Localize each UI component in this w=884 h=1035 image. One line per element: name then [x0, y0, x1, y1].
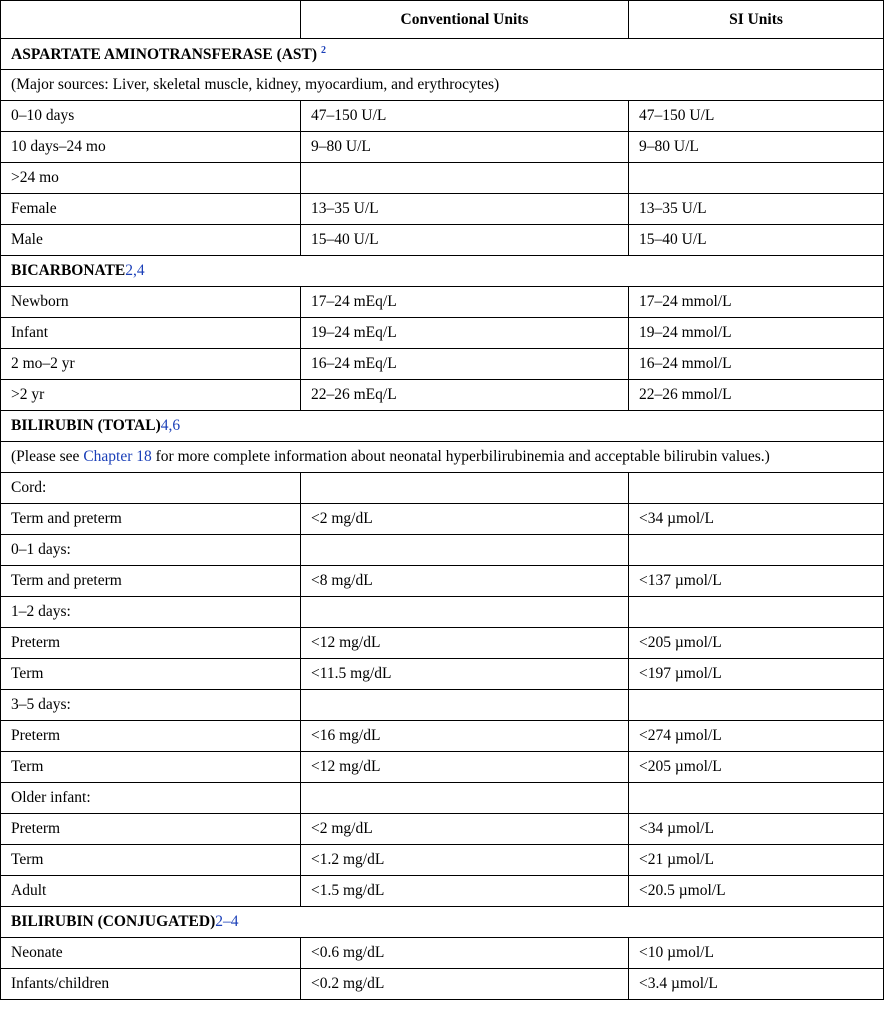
row-label: 0–10 days: [1, 101, 301, 132]
section-title: BILIRUBIN (CONJUGATED): [11, 913, 216, 930]
section-bilirubin-total-note: [1, 442, 884, 473]
conventional-value: <2 mg/dL: [301, 814, 629, 845]
note-text: for more complete information about neonatal hyperbilirubinemia and acceptable bilirubin values.): [151, 448, 770, 465]
si-value: <34 µmol/L: [629, 504, 884, 535]
si-value: <197 µmol/L: [629, 659, 884, 690]
header-conventional-units: Conventional Units: [301, 1, 629, 39]
reference-link[interactable]: 4: [136, 262, 145, 279]
row-label: 2 mo–2 yr: [1, 349, 301, 380]
table-row: [1, 194, 884, 225]
si-value: [629, 163, 884, 194]
row-label: Term: [1, 752, 301, 783]
si-value: 15–40 U/L: [629, 225, 884, 256]
conventional-value: <8 mg/dL: [301, 566, 629, 597]
table-row: [1, 814, 884, 845]
table-row: [1, 566, 884, 597]
header-blank: [1, 1, 301, 39]
conventional-value: 22–26 mEq/L: [301, 380, 629, 411]
table-row: [1, 938, 884, 969]
reference-separator: –: [223, 913, 231, 930]
conventional-value: [301, 597, 629, 628]
si-value: [629, 690, 884, 721]
si-value: <205 µmol/L: [629, 752, 884, 783]
table-row: [1, 318, 884, 349]
table-row: [1, 535, 884, 566]
conventional-value: <12 mg/dL: [301, 752, 629, 783]
conventional-value: [301, 535, 629, 566]
row-label: 10 days–24 mo: [1, 132, 301, 163]
reference-link[interactable]: 4: [160, 417, 169, 434]
si-value: <20.5 µmol/L: [629, 876, 884, 907]
si-value: <10 µmol/L: [629, 938, 884, 969]
row-label: Term and preterm: [1, 504, 301, 535]
reference-link[interactable]: 4: [230, 913, 239, 930]
si-value: 13–35 U/L: [629, 194, 884, 225]
section-ast-note: [1, 70, 884, 101]
section-title: BILIRUBIN (TOTAL): [11, 417, 161, 434]
row-label: 1–2 days:: [1, 597, 301, 628]
table-row: [1, 752, 884, 783]
conventional-value: 47–150 U/L: [301, 101, 629, 132]
conventional-value: [301, 690, 629, 721]
row-label: >2 yr: [1, 380, 301, 411]
row-label: Preterm: [1, 721, 301, 752]
table-row: [1, 690, 884, 721]
chapter-link[interactable]: Chapter 18: [83, 448, 152, 465]
conventional-value: 13–35 U/L: [301, 194, 629, 225]
row-label: Newborn: [1, 287, 301, 318]
conventional-value: [301, 473, 629, 504]
si-value: <274 µmol/L: [629, 721, 884, 752]
conventional-value: <11.5 mg/dL: [301, 659, 629, 690]
si-value: 16–24 mmol/L: [629, 349, 884, 380]
row-label: Term: [1, 659, 301, 690]
si-value: <205 µmol/L: [629, 628, 884, 659]
section-note: (Major sources: Liver, skeletal muscle, kidney, myocardium, and erythrocytes): [1, 70, 884, 101]
conventional-value: 19–24 mEq/L: [301, 318, 629, 349]
conventional-value: <0.6 mg/dL: [301, 938, 629, 969]
si-value: <34 µmol/L: [629, 814, 884, 845]
conventional-value: <16 mg/dL: [301, 721, 629, 752]
conventional-value: 15–40 U/L: [301, 225, 629, 256]
row-label: Cord:: [1, 473, 301, 504]
section-bilirubin-total-title: [1, 411, 884, 442]
reference-separator: ,: [133, 262, 137, 279]
table-row: [1, 628, 884, 659]
row-label: >24 mo: [1, 163, 301, 194]
section-title: BICARBONATE: [11, 262, 126, 279]
table-row: [1, 287, 884, 318]
row-label: Preterm: [1, 814, 301, 845]
reference-link[interactable]: 2: [215, 913, 223, 930]
si-value: <3.4 µmol/L: [629, 969, 884, 1000]
table-row: [1, 380, 884, 411]
table-row: [1, 783, 884, 814]
row-label: Female: [1, 194, 301, 225]
reference-separator: ,: [168, 417, 173, 434]
table-row: [1, 132, 884, 163]
si-value: 17–24 mmol/L: [629, 287, 884, 318]
table-row: [1, 473, 884, 504]
row-label: Older infant:: [1, 783, 301, 814]
table-row: [1, 163, 884, 194]
table-row: [1, 969, 884, 1000]
si-value: [629, 783, 884, 814]
si-value: 19–24 mmol/L: [629, 318, 884, 349]
row-label: Adult: [1, 876, 301, 907]
table-row: [1, 721, 884, 752]
conventional-value: 17–24 mEq/L: [301, 287, 629, 318]
table-row: [1, 349, 884, 380]
row-label: Preterm: [1, 628, 301, 659]
table-row: [1, 597, 884, 628]
conventional-value: <1.2 mg/dL: [301, 845, 629, 876]
conventional-value: <1.5 mg/dL: [301, 876, 629, 907]
conventional-value: <0.2 mg/dL: [301, 969, 629, 1000]
row-label: Male: [1, 225, 301, 256]
conventional-value: [301, 783, 629, 814]
section-ast-title: [1, 39, 884, 70]
si-value: 22–26 mmol/L: [629, 380, 884, 411]
reference-link[interactable]: 2: [125, 262, 134, 279]
row-label: 0–1 days:: [1, 535, 301, 566]
conventional-value: <12 mg/dL: [301, 628, 629, 659]
table-row: [1, 876, 884, 907]
si-value: [629, 473, 884, 504]
row-label: Term: [1, 845, 301, 876]
footnote-link[interactable]: 2: [320, 44, 326, 56]
reference-link[interactable]: 6: [172, 417, 181, 434]
section-bicarbonate-title: [1, 256, 884, 287]
table-row: [1, 225, 884, 256]
header-row: [1, 1, 884, 39]
conventional-value: 16–24 mEq/L: [301, 349, 629, 380]
section-bilirubin-conjugated-title: [1, 907, 884, 938]
conventional-value: <2 mg/dL: [301, 504, 629, 535]
si-value: <137 µmol/L: [629, 566, 884, 597]
row-label: Infant: [1, 318, 301, 349]
table-row: [1, 101, 884, 132]
note-text: (Please see: [11, 448, 84, 465]
row-label: Neonate: [1, 938, 301, 969]
si-value: [629, 597, 884, 628]
si-value: 9–80 U/L: [629, 132, 884, 163]
conventional-value: 9–80 U/L: [301, 132, 629, 163]
si-value: [629, 535, 884, 566]
si-value: 47–150 U/L: [629, 101, 884, 132]
conventional-value: [301, 163, 629, 194]
row-label: Infants/children: [1, 969, 301, 1000]
table-row: [1, 845, 884, 876]
table-row: [1, 659, 884, 690]
header-si-units: SI Units: [629, 1, 884, 39]
row-label: Term and preterm: [1, 566, 301, 597]
si-value: <21 µmol/L: [629, 845, 884, 876]
section-title: ASPARTATE AMINOTRANSFERASE (AST): [11, 45, 318, 63]
row-label: 3–5 days:: [1, 690, 301, 721]
table-row: [1, 504, 884, 535]
